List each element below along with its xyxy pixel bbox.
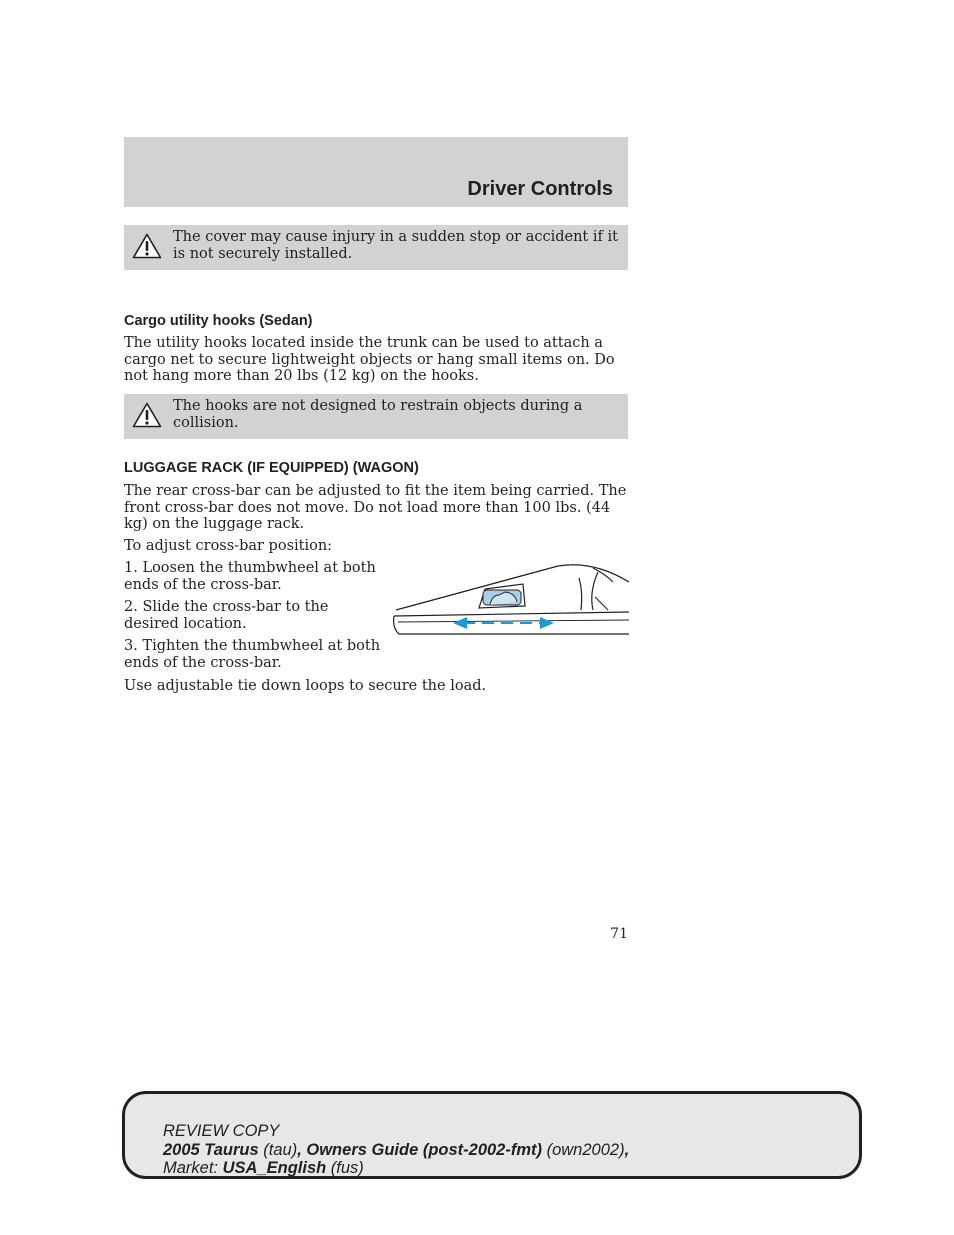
review-copy-label: REVIEW COPY: [163, 1122, 280, 1140]
page-number: 71: [610, 926, 628, 942]
section-title: Driver Controls: [467, 178, 613, 200]
adjust-intro: To adjust cross-bar position:: [124, 538, 333, 554]
cargo-hooks-heading: Cargo utility hooks (Sedan): [124, 313, 313, 329]
luggage-rack-body: The rear cross-bar can be adjusted to fit the item being carried. The front cross-bar does not move. Do not load more than 100 lbs. (44 kg) on the luggage rack.: [124, 483, 627, 533]
step-1: 1. Loosen the thumbwheel at both ends of the cross-bar.: [124, 560, 376, 593]
footer-guide-code: (own2002): [542, 1141, 625, 1159]
footer-guide: Owners Guide (post-2002-fmt): [306, 1141, 543, 1159]
luggage-rack-illustration: [393, 562, 629, 640]
arrow-left-icon: [453, 617, 467, 629]
header-band: [124, 137, 628, 207]
step-3: 3. Tighten the thumbwheel at both ends of the cross-bar.: [124, 638, 381, 671]
warning-text: The hooks are not designed to restrain objects during a collision.: [173, 398, 583, 431]
warning-box-hooks: [124, 394, 628, 439]
step-2: 2. Slide the cross-bar to the desired location.: [124, 599, 329, 632]
closing-note: Use adjustable tie down loops to secure the load.: [124, 678, 487, 694]
footer-sep: ,: [624, 1141, 630, 1159]
warning-triangle-icon: [132, 402, 162, 428]
footer-model: 2005 Taurus: [163, 1141, 259, 1159]
review-copy-footer: [122, 1091, 862, 1179]
footer-model-code: (tau): [258, 1141, 298, 1159]
footer-market-code: (fus): [326, 1159, 364, 1177]
arrow-right-icon: [540, 617, 554, 629]
warning-box-cover: [124, 225, 628, 270]
footer-market: USA_English: [222, 1159, 327, 1177]
warning-text: The cover may cause injury in a sudden stop or accident if it is not securely installed.: [173, 229, 618, 262]
luggage-rack-heading: LUGGAGE RACK (IF EQUIPPED) (WAGON): [124, 460, 419, 476]
warning-triangle-icon: [132, 233, 162, 259]
footer-market-label: Market:: [163, 1159, 223, 1177]
cargo-hooks-body: The utility hooks located inside the trunk can be used to attach a cargo net to secure lightweight objects or hang small items on. Do not hang more than 20 lbs (12 kg) on the hooks.: [124, 335, 615, 385]
footer-sep: ,: [297, 1141, 307, 1159]
